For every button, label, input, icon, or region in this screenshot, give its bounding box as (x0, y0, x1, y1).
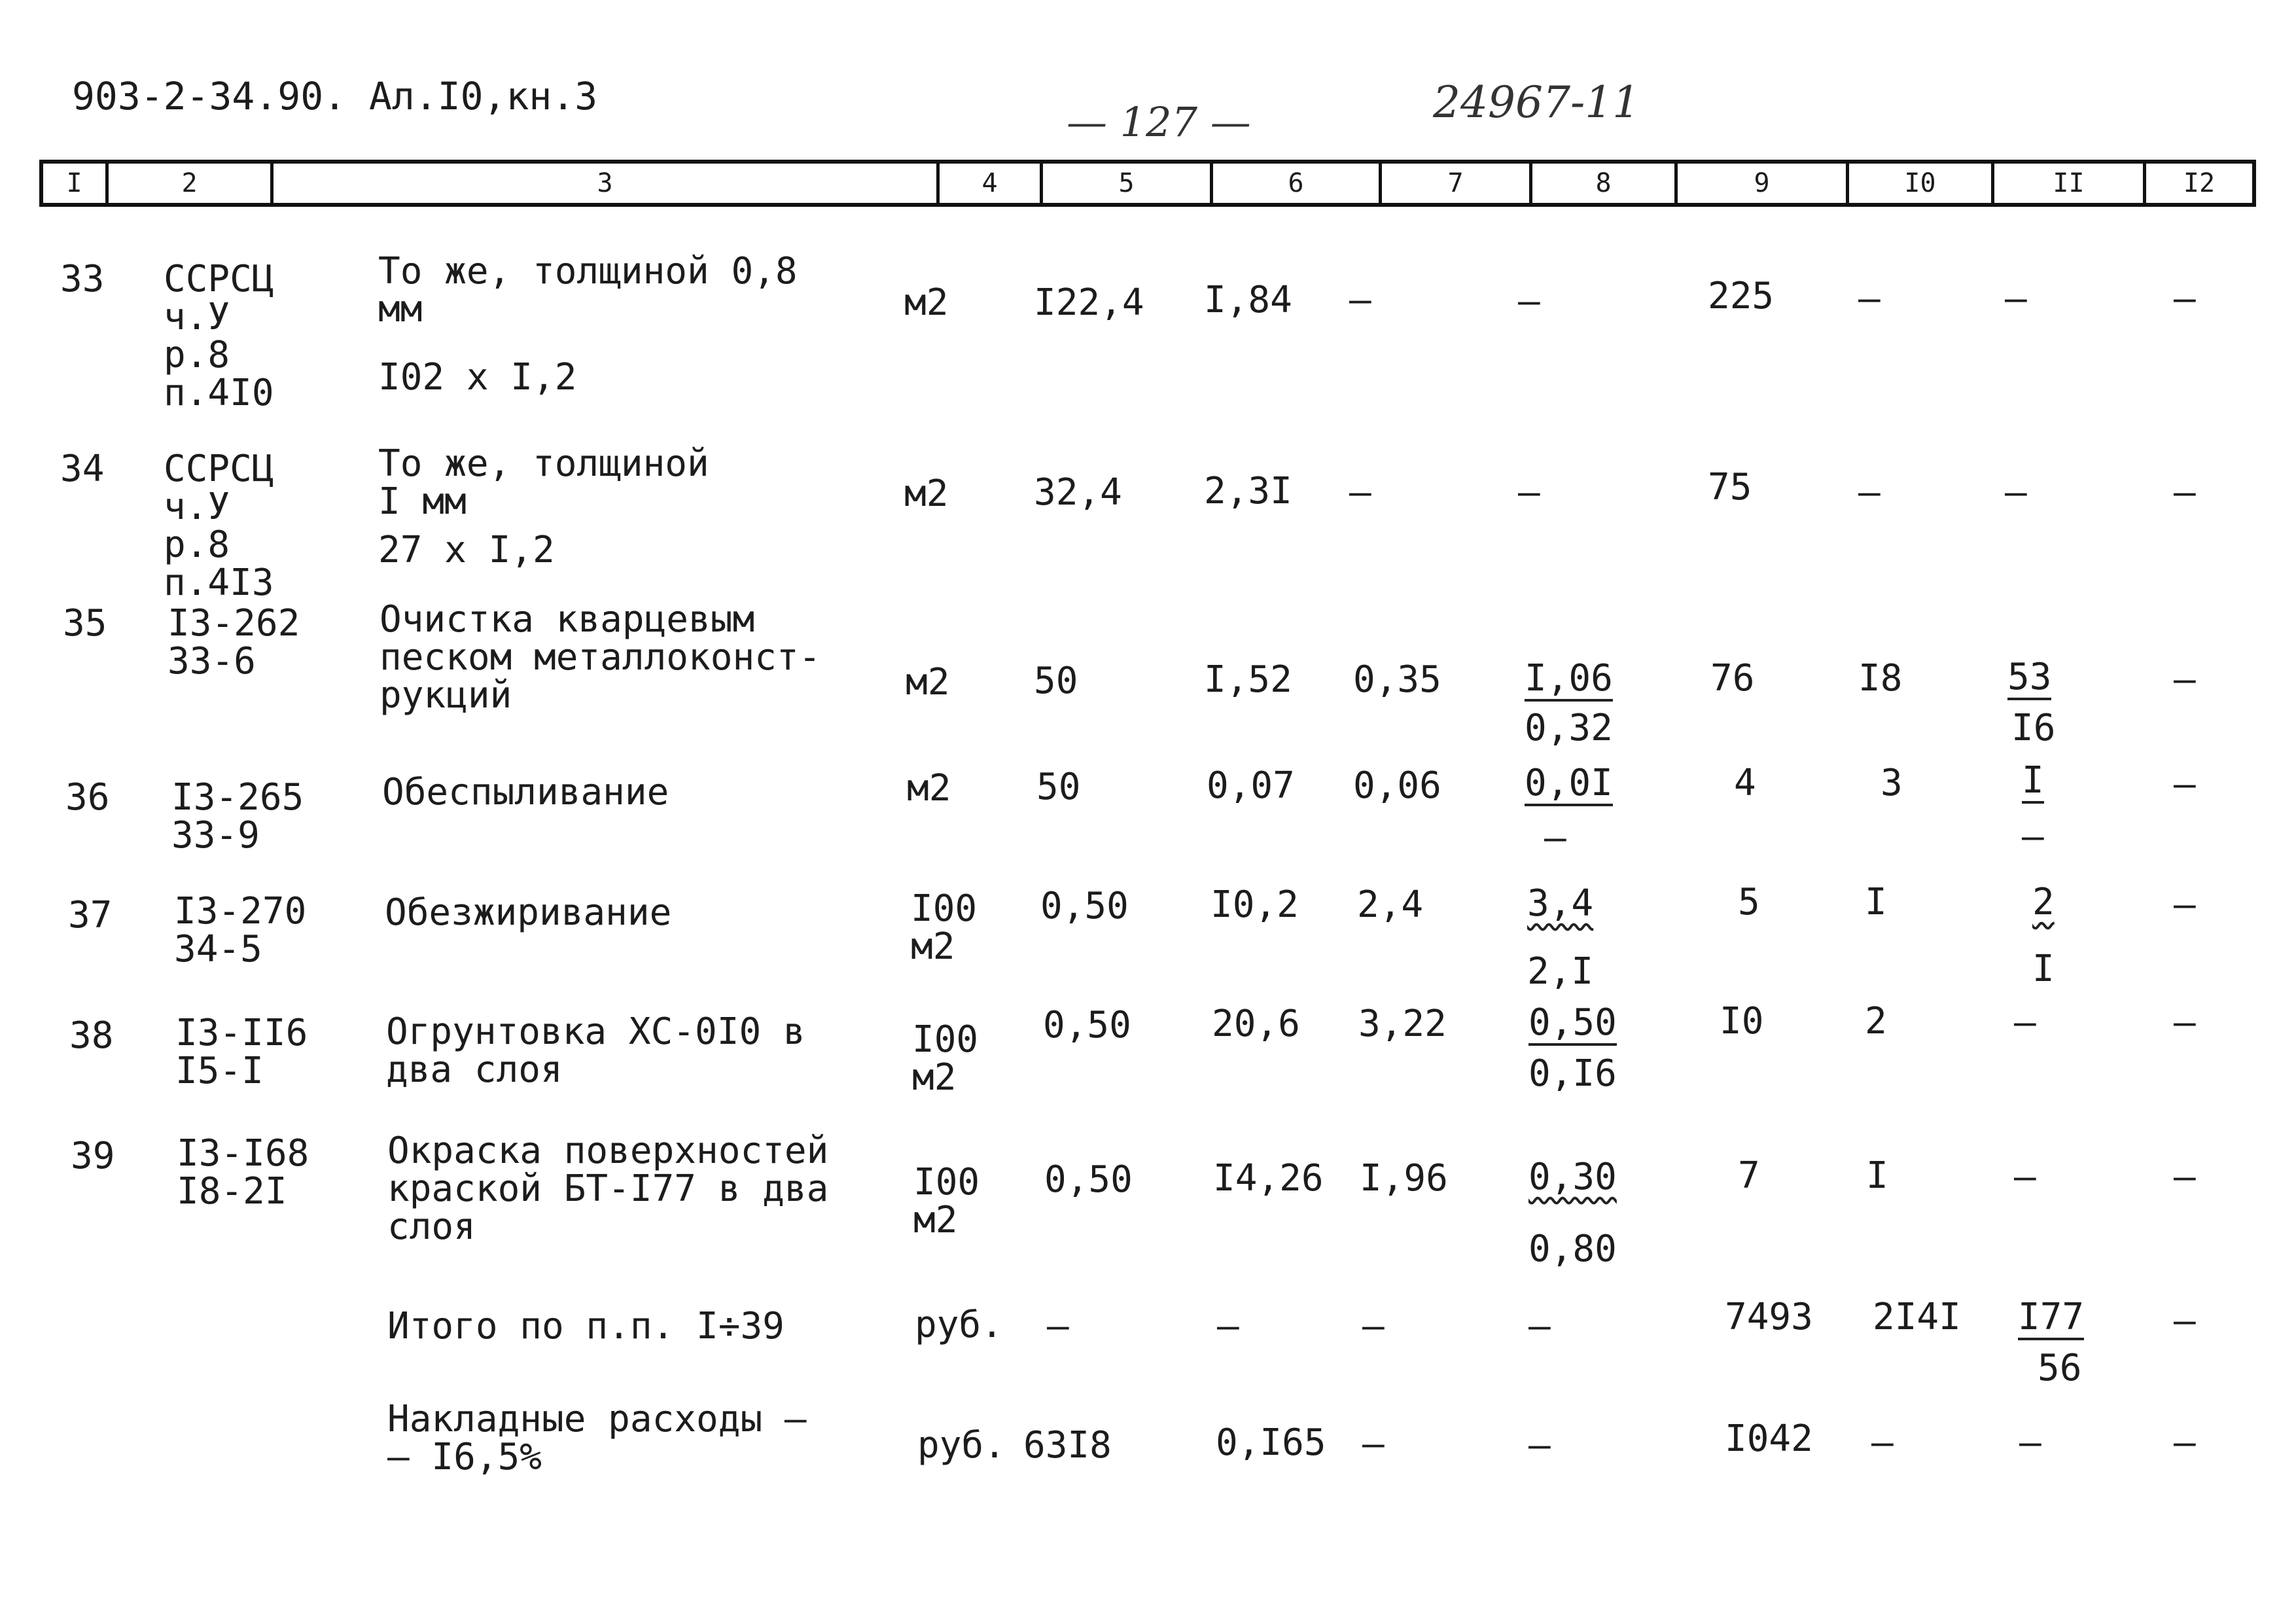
unit-cost: I0,2 (1210, 883, 1299, 926)
quantity: 0,50 (1040, 885, 1129, 927)
col-8-value: – (1518, 471, 1540, 514)
col-8-value: 0,30 (1528, 1156, 1617, 1198)
unit: руб. (917, 1424, 1006, 1467)
total-cost: 75 (1708, 466, 1752, 508)
work-description: Очистка кварцевым песком металлоконст- рукций (380, 598, 821, 717)
column-header-11: II (1994, 164, 2146, 203)
column-header-6: 6 (1213, 164, 1382, 203)
col-12-value: – (2174, 883, 2196, 926)
col-8-subvalue: 0,80 (1528, 1228, 1617, 1270)
col-11-value: 53 (2007, 658, 2051, 700)
unit: I00 м2 (912, 1018, 979, 1099)
norm-code: I3-265 33-9 (171, 776, 304, 857)
col-8-value: I,06 (1525, 660, 1613, 702)
unit-cost: 0,07 (1207, 764, 1295, 807)
col-10-value: – (1858, 277, 1881, 320)
unit-cost: 20,6 (1212, 1003, 1300, 1045)
col-10-value: – (1858, 471, 1881, 514)
unit: руб. (915, 1304, 1003, 1346)
col-5-value: 63I8 (1023, 1424, 1112, 1467)
col-7-value: – (1362, 1423, 1385, 1465)
unit-cost: I,52 (1204, 658, 1292, 701)
col-11-value: – (2019, 1421, 2041, 1464)
col-12-value: – (2174, 1300, 2196, 1342)
col-8-subvalue: 2,I (1527, 950, 1594, 993)
col-10-value: I (1866, 1154, 1888, 1197)
column-header-12: I2 (2183, 168, 2216, 198)
quantity: 32,4 (1034, 471, 1122, 514)
total-cost: 225 (1708, 275, 1775, 317)
sheet-number: 24967-11 (1433, 77, 1640, 128)
col-8-value: – (1528, 1424, 1551, 1467)
col-12-value: – (2174, 658, 2196, 701)
total-cost: 7 (1738, 1154, 1760, 1197)
col-10-value: 2 (1865, 1000, 1887, 1043)
col-11-value: I77 (2018, 1298, 2084, 1340)
work-description: Обезжиривание (385, 891, 672, 934)
unit: м2 (907, 767, 951, 810)
column-header-9: 9 (1678, 164, 1849, 203)
row-number: 36 (65, 776, 110, 819)
column-header-8: 8 (1532, 164, 1678, 203)
col-12-value: – (2174, 1001, 2196, 1044)
column-header-1: I (43, 164, 109, 203)
col-8-value: – (1518, 280, 1540, 323)
page-number: — 127 — (1067, 98, 1251, 146)
col-11-subvalue: – (2022, 815, 2044, 858)
total-cost: 4 (1734, 762, 1756, 804)
unit: м2 (904, 473, 949, 515)
col-11-subvalue: 56 (2038, 1347, 2082, 1389)
total-cost: 7493 (1725, 1296, 1813, 1338)
col-7-value: 0,06 (1353, 764, 1441, 807)
total-cost: I042 (1725, 1418, 1813, 1460)
col-11-value: – (2005, 277, 2027, 320)
col-12-value: – (2174, 763, 2196, 806)
col-7-value: – (1349, 279, 1371, 321)
volume-formula: 27 x I,2 (378, 529, 555, 571)
col-7-value: – (1349, 471, 1371, 514)
work-description: Огрунтовка ХС-0I0 в два слоя (386, 1010, 805, 1091)
col-11-value: – (2014, 1156, 2036, 1198)
col-8-subvalue: – (1544, 817, 1566, 859)
col-5-value: – (1047, 1305, 1069, 1347)
col-8-value: – (1528, 1305, 1551, 1347)
column-header-10: I0 (1849, 164, 1994, 203)
col-10-value: I8 (1858, 657, 1903, 700)
unit: м2 (906, 661, 950, 704)
col-11-subvalue: I6 (2011, 707, 2056, 749)
quantity: 0,50 (1044, 1158, 1133, 1201)
col-8-value: 3,4 (1527, 882, 1594, 925)
column-header-row (39, 160, 2256, 207)
unit: I00 м2 (911, 887, 978, 968)
col-10-value: – (1871, 1421, 1894, 1464)
work-description: Обеспыливание (382, 771, 669, 813)
col-10-value: I (1865, 881, 1887, 923)
col-11-value: – (2005, 471, 2027, 514)
norm-code: ССРСЦ ч.У р.8 п.4I3 (164, 448, 274, 604)
total-cost: 5 (1738, 881, 1760, 923)
col-7-value: – (1362, 1305, 1385, 1347)
col-12-value: – (2174, 471, 2196, 514)
norm-code: I3-II6 I5-I (175, 1012, 308, 1092)
col-8-value: 0,50 (1528, 1004, 1617, 1046)
col-7-value: I,96 (1360, 1157, 1448, 1200)
overhead-label: Накладные расходы – – I6,5% (387, 1398, 807, 1478)
row-number: 37 (68, 894, 113, 936)
col-8-subvalue: 0,I6 (1528, 1052, 1617, 1095)
col-11-value: – (2014, 1001, 2036, 1044)
col-11-value: I (2022, 762, 2044, 804)
quantity: 50 (1034, 660, 1078, 702)
col-6-value: 0,I65 (1216, 1421, 1326, 1464)
quantity: 50 (1036, 766, 1081, 808)
row-number: 39 (71, 1135, 115, 1177)
col-7-value: 3,22 (1358, 1003, 1447, 1045)
norm-code: I3-I68 I8-2I (177, 1132, 309, 1213)
column-header-5: 5 (1043, 164, 1213, 203)
norm-code: I3-262 33-6 (168, 602, 300, 683)
col-8-subvalue: 0,32 (1525, 707, 1613, 749)
quantity: 0,50 (1043, 1004, 1131, 1046)
col-10-value: 2I4I (1873, 1296, 1961, 1338)
column-header-2: 2 (109, 164, 274, 203)
unit: м2 (904, 281, 949, 324)
row-number: 34 (60, 448, 105, 490)
total-cost: 76 (1710, 657, 1755, 700)
col-6-value: – (1217, 1305, 1239, 1347)
norm-code: ССРСЦ ч.У р.8 п.4I0 (164, 258, 274, 414)
totals-label: Итого по п.п. I÷39 (387, 1305, 785, 1347)
unit-cost: I4,26 (1213, 1157, 1324, 1200)
unit: I00 м2 (913, 1161, 980, 1241)
work-description: Окраска поверхностей краской БТ-I77 в два слоя (387, 1130, 829, 1248)
quantity: I22,4 (1034, 281, 1144, 324)
col-10-value: 3 (1881, 762, 1903, 804)
volume-formula: I02 x I,2 (378, 356, 577, 399)
column-header-4: 4 (940, 164, 1043, 203)
column-header-3: 3 (274, 164, 940, 203)
col-8-value: 0,0I (1525, 764, 1613, 806)
total-cost: I0 (1720, 1000, 1764, 1043)
work-description: То же, толщиной 0,8 мм (378, 250, 798, 330)
unit-cost: I,84 (1204, 279, 1292, 321)
work-description: То же, толщиной I мм (378, 442, 709, 523)
column-header-7: 7 (1382, 164, 1532, 203)
document-code: 903-2-34.90. Ал.I0,кн.3 (72, 74, 598, 118)
col-7-value: 0,35 (1353, 658, 1441, 701)
col-11-subvalue: I (2032, 948, 2055, 990)
row-number: 33 (60, 258, 105, 300)
col-12-value: – (2174, 1421, 2196, 1464)
col-12-value: – (2174, 277, 2196, 320)
norm-code: I3-270 34-5 (174, 890, 307, 971)
col-12-value: – (2174, 1156, 2196, 1198)
row-number: 35 (63, 602, 107, 645)
unit-cost: 2,3I (1204, 470, 1292, 512)
col-7-value: 2,4 (1357, 883, 1424, 926)
row-number: 38 (69, 1014, 114, 1057)
col-11-value: 2 (2032, 881, 2055, 923)
